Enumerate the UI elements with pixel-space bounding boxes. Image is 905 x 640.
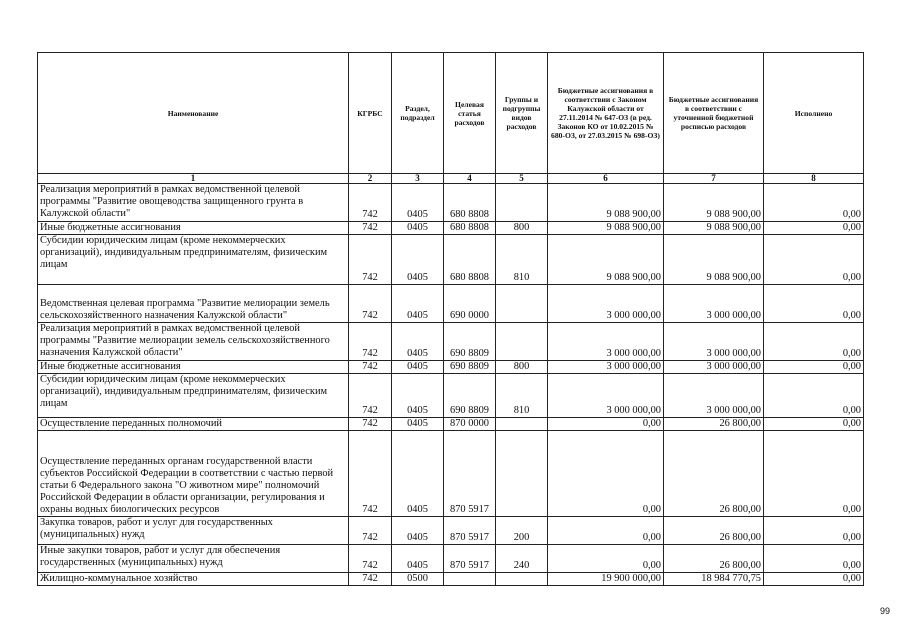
row-name: Осуществление переданных органам государственной власти субъектов Российской Федерации в соответствии с частью первой статьи 6 Федерального закона "О животном мире" полномочий Российской Федерации в области организации, регулирования и охраны водных биологических ресурсов [38,431,349,517]
row-executed: 0,00 [764,418,864,431]
row-refined: 9 088 900,00 [664,222,764,235]
row-target: 690 8809 [444,323,496,361]
row-target: 870 5917 [444,431,496,517]
row-group [496,431,548,517]
row-kgrbs: 742 [349,573,392,586]
row-kgrbs: 742 [349,361,392,374]
row-group [496,285,548,323]
header-target: Целевая статья расходов [444,53,496,174]
row-law: 0,00 [548,418,664,431]
table-row [38,222,864,235]
row-name: Реализация мероприятий в рамках ведомственной целевой программы "Развитие овощеводства защищенного грунта в Калужской области" [38,184,349,222]
row-section: 0405 [392,418,444,431]
header-refined: Бюджетные ассигнования в соответствии с уточненной бюджетной росписью расходов [664,53,764,174]
row-executed: 0,00 [764,323,864,361]
row-target: 680 8808 [444,222,496,235]
row-name: Ведомственная целевая программа "Развитие мелиорации земель сельскохозяйственного назначения Калужской области" [38,285,349,323]
row-kgrbs: 742 [349,285,392,323]
table-row [38,374,864,418]
row-law: 0,00 [548,545,664,573]
row-kgrbs: 742 [349,431,392,517]
row-executed: 0,00 [764,222,864,235]
row-group: 240 [496,545,548,573]
row-group [496,323,548,361]
row-law: 0,00 [548,517,664,545]
row-group: 810 [496,374,548,418]
row-refined: 9 088 900,00 [664,184,764,222]
row-section: 0405 [392,431,444,517]
row-section: 0405 [392,184,444,222]
header-section: Раздел, подраздел [392,53,444,174]
row-group: 800 [496,361,548,374]
row-law: 9 088 900,00 [548,222,664,235]
row-refined: 9 088 900,00 [664,235,764,285]
header-executed: Исполнено [764,53,864,174]
row-target [444,573,496,586]
row-refined: 3 000 000,00 [664,285,764,323]
row-kgrbs: 742 [349,184,392,222]
row-section: 0405 [392,222,444,235]
table-row [38,517,864,545]
row-law: 3 000 000,00 [548,361,664,374]
row-section: 0405 [392,235,444,285]
row-law: 3 000 000,00 [548,285,664,323]
row-executed: 0,00 [764,285,864,323]
row-kgrbs: 742 [349,418,392,431]
row-law: 3 000 000,00 [548,374,664,418]
row-kgrbs: 742 [349,323,392,361]
column-number-row [38,174,864,184]
row-refined: 3 000 000,00 [664,374,764,418]
row-refined: 26 800,00 [664,517,764,545]
row-section: 0405 [392,545,444,573]
table-row [38,361,864,374]
row-target: 690 8809 [444,374,496,418]
row-kgrbs: 742 [349,235,392,285]
row-refined: 26 800,00 [664,418,764,431]
row-group: 810 [496,235,548,285]
row-target: 680 8808 [444,235,496,285]
row-name: Жилищно-коммунальное хозяйство [38,573,349,586]
col-number: 2 [349,174,392,184]
row-target: 690 8809 [444,361,496,374]
row-name: Иные бюджетные ассигнования [38,361,349,374]
table-row [38,573,864,586]
row-law: 3 000 000,00 [548,323,664,361]
row-executed: 0,00 [764,184,864,222]
row-group: 800 [496,222,548,235]
header-row [38,53,864,174]
row-target: 870 0000 [444,418,496,431]
row-name: Субсидии юридическим лицам (кроме некоммерческих организаций), индивидуальным предпринимателям, физическим лицам [38,235,349,285]
row-group: 200 [496,517,548,545]
row-refined: 26 800,00 [664,545,764,573]
row-target: 680 8808 [444,184,496,222]
col-number: 4 [444,174,496,184]
row-name: Закупка товаров, работ и услуг для государственных (муниципальных) нужд [38,517,349,545]
row-kgrbs: 742 [349,222,392,235]
row-executed: 0,00 [764,517,864,545]
header-law: Бюджетные ассигнования в соответствии с Законом Калужской области от 27.11.2014 № 647-ОЗ (в ред. Законов КО от 10.02.2015 № 680-ОЗ, от 27.03.2015 № 698-ОЗ) [548,53,664,174]
table-row [38,545,864,573]
row-group [496,418,548,431]
header-group: Группы и подгруппы видов расходов [496,53,548,174]
table-row [38,184,864,222]
row-group [496,184,548,222]
table-row [38,431,864,517]
row-kgrbs: 742 [349,517,392,545]
page-number: 99 [880,606,891,616]
col-number: 8 [764,174,864,184]
row-executed: 0,00 [764,361,864,374]
col-number: 5 [496,174,548,184]
col-number: 6 [548,174,664,184]
row-name: Реализация мероприятий в рамках ведомственной целевой программы "Развитие мелиорации земель сельскохозяйственного назначения Калужской области" [38,323,349,361]
row-name: Осуществление переданных полномочий [38,418,349,431]
table-row [38,323,864,361]
row-name: Иные бюджетные ассигнования [38,222,349,235]
row-law: 19 900 000,00 [548,573,664,586]
row-executed: 0,00 [764,545,864,573]
row-name: Иные закупки товаров, работ и услуг для обеспечения государственных (муниципальных) нужд [38,545,349,573]
row-target: 870 5917 [444,517,496,545]
row-law: 9 088 900,00 [548,235,664,285]
row-group [496,573,548,586]
row-section: 0405 [392,323,444,361]
row-section: 0500 [392,573,444,586]
table-row [38,418,864,431]
row-executed: 0,00 [764,235,864,285]
row-target: 870 5917 [444,545,496,573]
header-name: Наименование [38,53,349,174]
row-name: Субсидии юридическим лицам (кроме некоммерческих организаций), индивидуальным предпринимателям, физическим лицам [38,374,349,418]
row-refined: 18 984 770,75 [664,573,764,586]
row-section: 0405 [392,517,444,545]
row-target: 690 0000 [444,285,496,323]
col-number: 7 [664,174,764,184]
budget-table [37,52,864,586]
col-number: 3 [392,174,444,184]
col-number: 1 [38,174,349,184]
row-executed: 0,00 [764,573,864,586]
row-section: 0405 [392,374,444,418]
row-kgrbs: 742 [349,374,392,418]
table-row [38,285,864,323]
row-refined: 3 000 000,00 [664,361,764,374]
row-refined: 3 000 000,00 [664,323,764,361]
row-executed: 0,00 [764,374,864,418]
header-kgrbs: КГРБС [349,53,392,174]
row-kgrbs: 742 [349,545,392,573]
row-law: 0,00 [548,431,664,517]
row-section: 0405 [392,361,444,374]
row-executed: 0,00 [764,431,864,517]
table-row [38,235,864,285]
row-law: 9 088 900,00 [548,184,664,222]
row-refined: 26 800,00 [664,431,764,517]
row-section: 0405 [392,285,444,323]
